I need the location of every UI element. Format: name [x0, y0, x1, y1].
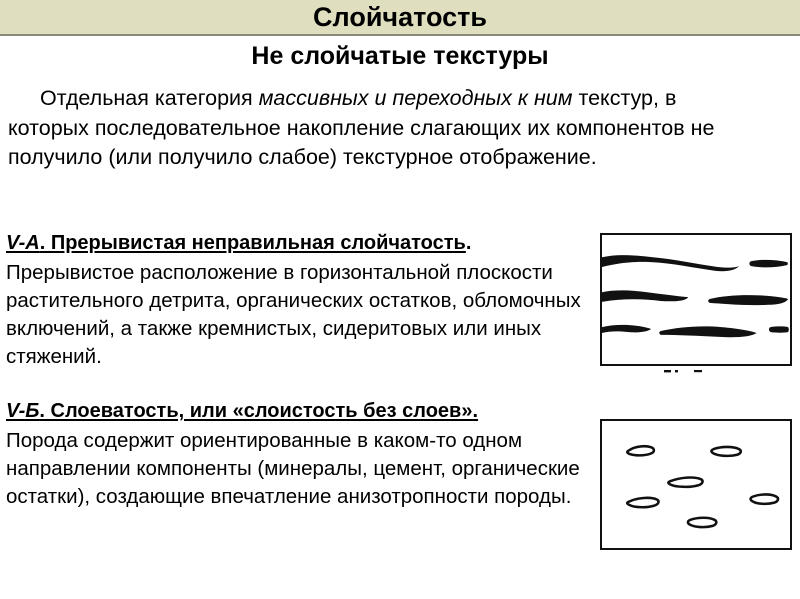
page-title: Слойчатость	[313, 2, 487, 32]
streak-r1-right	[749, 260, 787, 268]
streak-r3-right	[769, 326, 789, 332]
section-va-heading-text: . Прерывистая неправильная слойчатость	[39, 232, 466, 254]
lens-4	[627, 498, 658, 507]
intro-text-italic: массивных и переходных к ним	[258, 86, 573, 110]
section-va-heading	[6, 230, 584, 256]
section-va-heading-period: .	[465, 232, 472, 254]
sloevatost-figure	[600, 419, 792, 550]
section-vb-tag: V-Б	[6, 400, 40, 422]
intro-paragraph	[8, 84, 752, 173]
intro-text-part2: текстур, в которых последовательное накопление слагающих их компонентов не получило (или получило слабое) текстурное отображение.	[8, 86, 715, 169]
speck-3	[694, 370, 702, 372]
lens-1	[627, 446, 654, 455]
speck-1	[664, 370, 671, 372]
streak-r2-left	[602, 290, 688, 302]
lens-6	[688, 518, 716, 527]
oriented-lenses-icon	[602, 421, 790, 548]
speck-2	[675, 370, 678, 372]
section-va	[6, 230, 584, 371]
ink-specks-icon	[600, 367, 792, 376]
lens-5	[751, 494, 778, 503]
section-vb-body: Порода содержит ориентированные в каком-то одном направлении компоненты (минералы, цемент, органические остатки), создающие впечатление анизотропности породы.	[6, 429, 580, 508]
lens-3	[668, 477, 702, 486]
streak-r3-left	[602, 325, 651, 333]
subtitle: Не слойчатые текстуры	[251, 42, 549, 70]
section-va-tag: V-А	[6, 232, 40, 254]
streak-r1-left	[602, 255, 739, 271]
prerivistaya-sloychatost-figure	[600, 233, 792, 366]
section-vb-heading-text: . Слоеватость, или «слоистость без слоев»	[39, 400, 473, 422]
intro-text-part1: Отдельная категория	[40, 86, 259, 110]
section-vb-heading	[6, 398, 584, 424]
figure-a-specks	[600, 367, 792, 376]
streak-r3-middle	[659, 326, 756, 337]
discontinuous-bedding-icon	[602, 235, 790, 364]
streak-r2-right	[708, 295, 788, 305]
lens-2	[711, 447, 740, 456]
section-vb-heading-period: .	[472, 400, 479, 422]
section-vb	[6, 398, 584, 511]
section-va-body: Прерывистое расположение в горизонтальной плоскости растительного детрита, органических остатков, обломочных включений, а также кремнистых, сидеритовых или иных стяжений.	[6, 261, 581, 368]
